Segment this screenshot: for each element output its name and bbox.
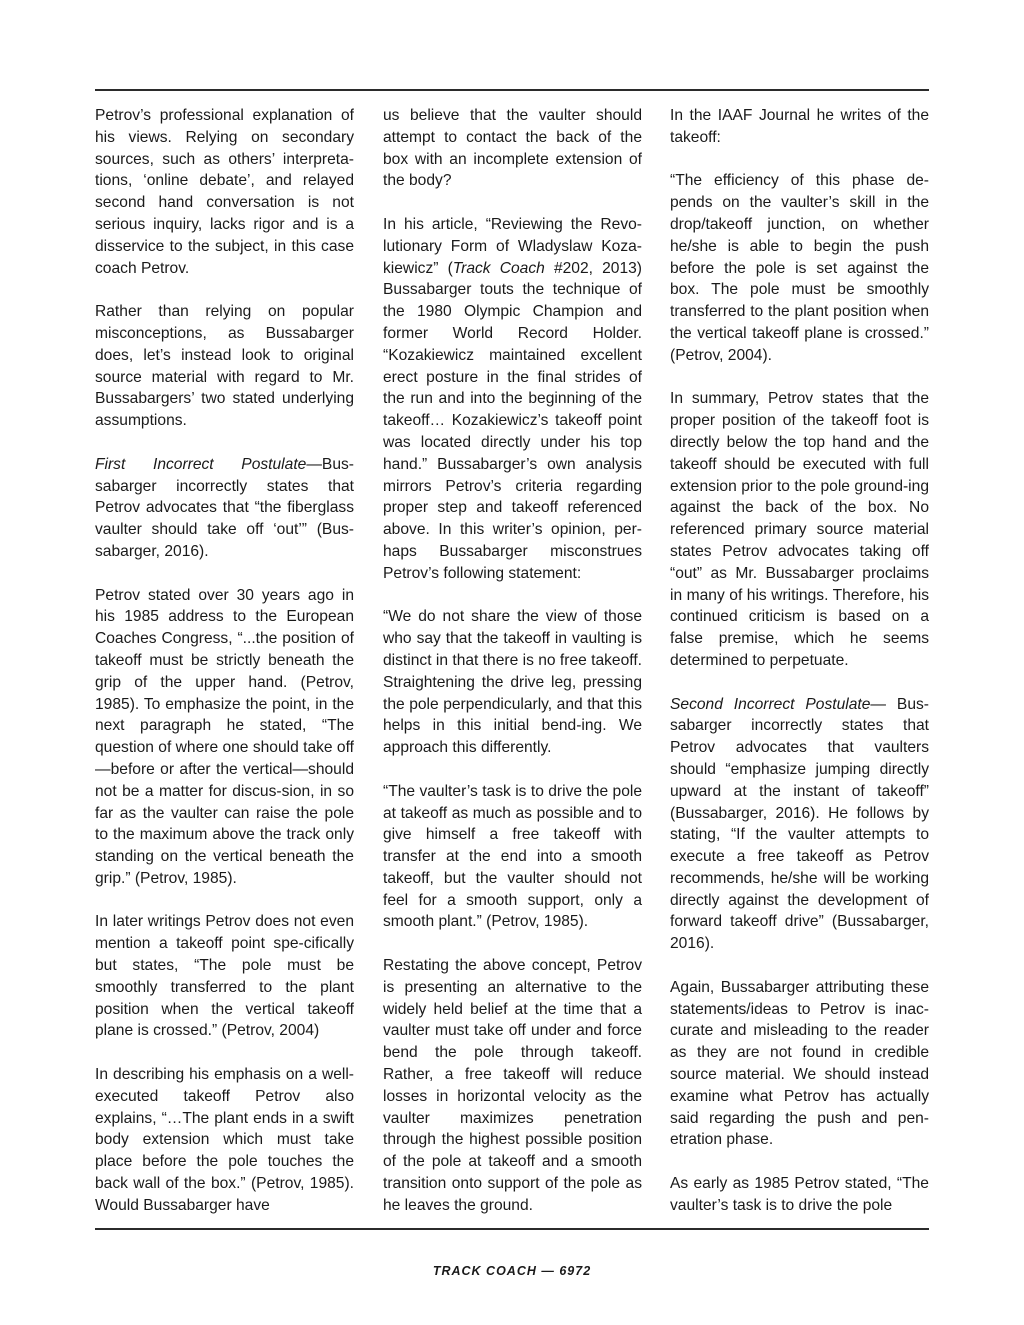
paragraph: Petrov stated over 30 years ago in his 1985 address to the European Coaches Congress, “...the position of takeoff must be strictly beneath the grip of the upper hand. (Petrov, 1985). To emphasize the point, in the next paragraph he stated, “The question of where one should take off—before or after the vertical—should not be a matter for discus-sion, in so far as the vaulter can raise the pole to the maximum above the track only standing on the vertical beneath the grip.” (Petrov, 1985). bbox=[95, 586, 354, 887]
paragraph: “The vaulter’s task is to drive the pole at takeoff as much as possible and to give himself a free takeoff with transfer at the end into a smooth takeoff, but the vaulter should not feel for a smooth support, only a smooth plant.” (Petrov, 1985). bbox=[383, 782, 642, 931]
paragraph: In the IAAF Journal he writes of the takeoff: bbox=[670, 107, 929, 146]
paragraph bbox=[95, 454, 354, 563]
paragraph: “The efficiency of this phase de-pends on the vaulter’s skill in the drop/takeoff junction, on whether he/she is able to begin the push before the pole is set against the box. The pole must be smoothly transferred to the plant position when the vertical takeoff plane is crossed.” (Petrov, 2004). bbox=[670, 172, 929, 364]
paragraph: Rather than relying on popular misconceptions, as Bussabarger does, let’s instead look to original source material with regard to Mr. Bussabargers’ two stated underlying assumptions. bbox=[95, 303, 354, 430]
paragraph: As early as 1985 Petrov stated, “The vaulter’s task is to drive the pole bbox=[670, 1175, 929, 1214]
paragraph: In later writings Petrov does not even mention a takeoff point spe-cifically but states, “The pole must be smoothly transferred to the plant position when the vertical takeoff plane is crossed.” (Petrov, 2004) bbox=[95, 913, 354, 1040]
paragraph bbox=[383, 214, 642, 585]
page-footer: TRACK COACH — 6972 bbox=[432, 1264, 592, 1278]
footer-rule bbox=[95, 1228, 929, 1230]
paragraph: “We do not share the view of those who say that the takeoff in vaulting is distinct in that there is no free takeoff. Straightening the drive leg, pressing the pole perpendicularly, and that this helps in this initial bend-ing. We approach this differently. bbox=[383, 608, 642, 757]
paragraph: In summary, Petrov states that the proper position of the takeoff foot is directly below the top hand and the takeoff should be executed with full extension prior to the pole ground-ing against the back of the box. No referenced primary source material states Petrov advocates taking off “out” as Mr. Bussabarger proclaims in many of his writings. Therefore, his continued criticism is based on a false premise, which he seems determined to perpetuate. bbox=[670, 390, 929, 669]
postulate-heading: Second Incorrect Postulate bbox=[670, 695, 871, 713]
header-rule bbox=[95, 89, 929, 91]
paragraph-text: #202, 2013) Bussabarger touts the technique of the 1980 Olympic Champion and former World Record Holder. “Kozakiewicz maintained excellent erect posture in the final strides of the run and into the beginning of the takeoff… Kozakiewicz’s takeoff point was located directly under his top hand.” Bussabarger’s own analysis mirrors Petrov’s criteria regarding proper step and takeoff referenced above. In this writer’s opinion, per-haps Bussabarger misconstrues Petrov’s following statement: bbox=[383, 259, 642, 582]
paragraph-text: — Bus-sabarger incorrectly states that Petrov advocates that vaulters should “emphasize jumping directly upward at the instant of takeoff” (Bussabarger, 2016). He follows by stating, “If the vaulter attempts to execute a free takeoff as Petrov recommends, he/she will be working directly against the development of forward takeoff drive” (Bussabarger, 2016). bbox=[670, 695, 929, 953]
text-column-1 bbox=[95, 105, 354, 1238]
text-column-3 bbox=[670, 105, 929, 1238]
paragraph-text: —Bus-sabarger incorrectly states that Petrov advocates that “the fiberglass vaulter should take off ‘out’” (Bus-sabarger, 2016). bbox=[95, 455, 354, 560]
paragraph-text: In his article, “Reviewing the Revo-lutionary Form of Wladyslaw Koza-kiewicz” ( bbox=[383, 215, 642, 277]
text-column-2 bbox=[383, 105, 642, 1238]
paragraph: In describing his emphasis on a well-executed takeoff Petrov also explains, “…The plant ends in a swift body extension which must take place before the pole touches the back wall of the box.” (Petrov, 1985). Would Bussabarger have bbox=[95, 1066, 354, 1214]
paragraph: us believe that the vaulter should attempt to contact the back of the box with an incomplete extension of the body? bbox=[383, 107, 642, 190]
paragraph: Restating the above concept, Petrov is presenting an alternative to the widely held belief at the time that a vaulter must take off under and force bend the pole through takeoff. Rather, a free takeoff will reduce losses in horizontal velocity as the vaulter maximizes penetration through the highest possible position of the pole at takeoff and a smooth transition onto support of the pole as he leaves the ground. bbox=[383, 957, 642, 1214]
publication-title: Track Coach bbox=[452, 259, 545, 277]
paragraph: Again, Bussabarger attributing these statements/ideas to Petrov is inac-curate and misleading to the reader as they are not found in credible source material. We should instead examine what Petrov has actually said regarding the push and pen-etration phase. bbox=[670, 978, 929, 1149]
paragraph: Petrov’s professional explanation of his views. Relying on secondary sources, such as others’ interpreta-tions, ‘online debate’, and relayed second hand conversation is not serious inquiry, lacks rigor and is a disservice to the subject, in this case coach Petrov. bbox=[95, 107, 354, 277]
postulate-heading: First Incorrect Postulate bbox=[95, 455, 307, 473]
paragraph bbox=[670, 694, 929, 956]
